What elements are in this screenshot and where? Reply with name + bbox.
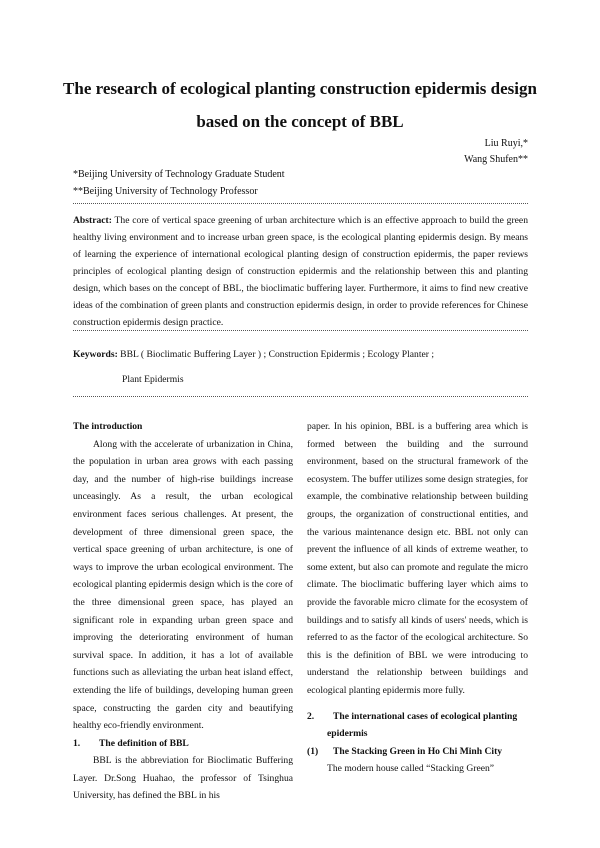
continued-paragraph: paper. In his opinion, BBL is a buffering area which is formed between the building and the surround environment, based on the structural framework of the ecosystem. The buffer utilizes some design strategies, for example, the combinative relationship between building groups, the organization of constructional entities, and the various maintenance design etc. BBL not only can prevent the influence of all kinds of extreme weather, to some extent, but also can promote and regulate the micro climate. The bioclimatic buffering layer which aims to provide the favorable micro climate for the ecosystem of buildings and to satisfy all kinds of users' needs, which is referred to as the factor of the ecological architecture. So this is the definition of BBL we were introducing to understand the relationship between buildings and ecological planting epidermis more fully.: [307, 421, 528, 696]
section-2-title: The international cases of ecological planting: [333, 710, 518, 722]
section-1-number: 1.: [73, 737, 81, 749]
intro-heading: The introduction: [73, 421, 143, 432]
affiliation-1: *Beijing University of Technology Graduate Student: [73, 169, 285, 180]
section-2-title-cont: epidermis: [327, 728, 368, 740]
subsection-1-paragraph: The modern house called “Stacking Green”: [327, 763, 495, 775]
subsection-1-heading: [307, 743, 528, 761]
section-2-number: 2.: [307, 710, 315, 722]
left-column: [73, 418, 293, 805]
keywords-label: Keywords:: [73, 349, 118, 360]
section-2-heading: [307, 708, 528, 726]
dotted-divider: [73, 396, 528, 397]
author-2: Wang Shufen**: [464, 154, 528, 165]
subsection-1-number: (1): [307, 745, 319, 757]
dotted-divider: [73, 203, 528, 204]
abstract-label: Abstract:: [73, 215, 112, 226]
subsection-1-title: The Stacking Green in Ho Chi Minh City: [333, 745, 503, 757]
paper-title-line2: based on the concept of BBL: [196, 112, 404, 131]
abstract: [73, 212, 528, 331]
keywords-text: BBL ( Bioclimatic Buffering Layer ) ; Construction Epidermis ; Ecology Planter ;: [120, 349, 435, 360]
dotted-divider: [73, 330, 528, 331]
keywords-continuation: Plant Epidermis: [122, 374, 184, 385]
intro-paragraph: Along with the accelerate of urbanization in China, the population in urban area grows with each passing day, and the number of high-rise buildings increase unceasingly. As a result, the urban ecological environment faces serious challenges. At present, the development of three dimensional green space, the vertical space greening of urban architecture, is one of ways to improve the urban ecological environment. The ecological planting epidermis design which is the core of the three dimensional green space, has played an significant role in expanding urban green space and improving the deteriorating environment of human survival space. In addition, it has a lot of available functions such as alleviating the urban heat island effect, extending the life of buildings, developing human green space, constructing the garden city and beautifying healthy eco-friendly environment.: [73, 438, 293, 732]
paper-title-line1: The research of ecological planting construction epidermis design: [63, 79, 537, 98]
section-1-heading: [73, 735, 293, 753]
keywords: [73, 349, 528, 361]
abstract-text: The core of vertical space greening of urban architecture which is an effective approach to build the green healthy living environment and to increase urban green space, is the ecological planting epidermis design. By means of learning the experience of international ecological planting design of construction epidermis, the paper reviews principles of ecological planting design of construction epidermis and the relationship between this and planting design, which bases on the concept of BBL, the bioclimatic buffering layer. Furthermore, it aims to find new creative ideas of the combination of green plants and construction epidermis design, in order to provide references for Chinese construction epidermis design practice.: [73, 215, 528, 328]
section-1-title: The definition of BBL: [99, 737, 189, 749]
section-1-paragraph: BBL is the abbreviation for Bioclimatic Buffering Layer. Dr.Song Huahao, the professor of Tsinghua University, has defined the BBL in his: [73, 755, 293, 802]
right-column: [307, 418, 528, 778]
affiliation-2: **Beijing University of Technology Professor: [73, 186, 258, 197]
author-1: Liu Ruyi,*: [484, 138, 528, 149]
